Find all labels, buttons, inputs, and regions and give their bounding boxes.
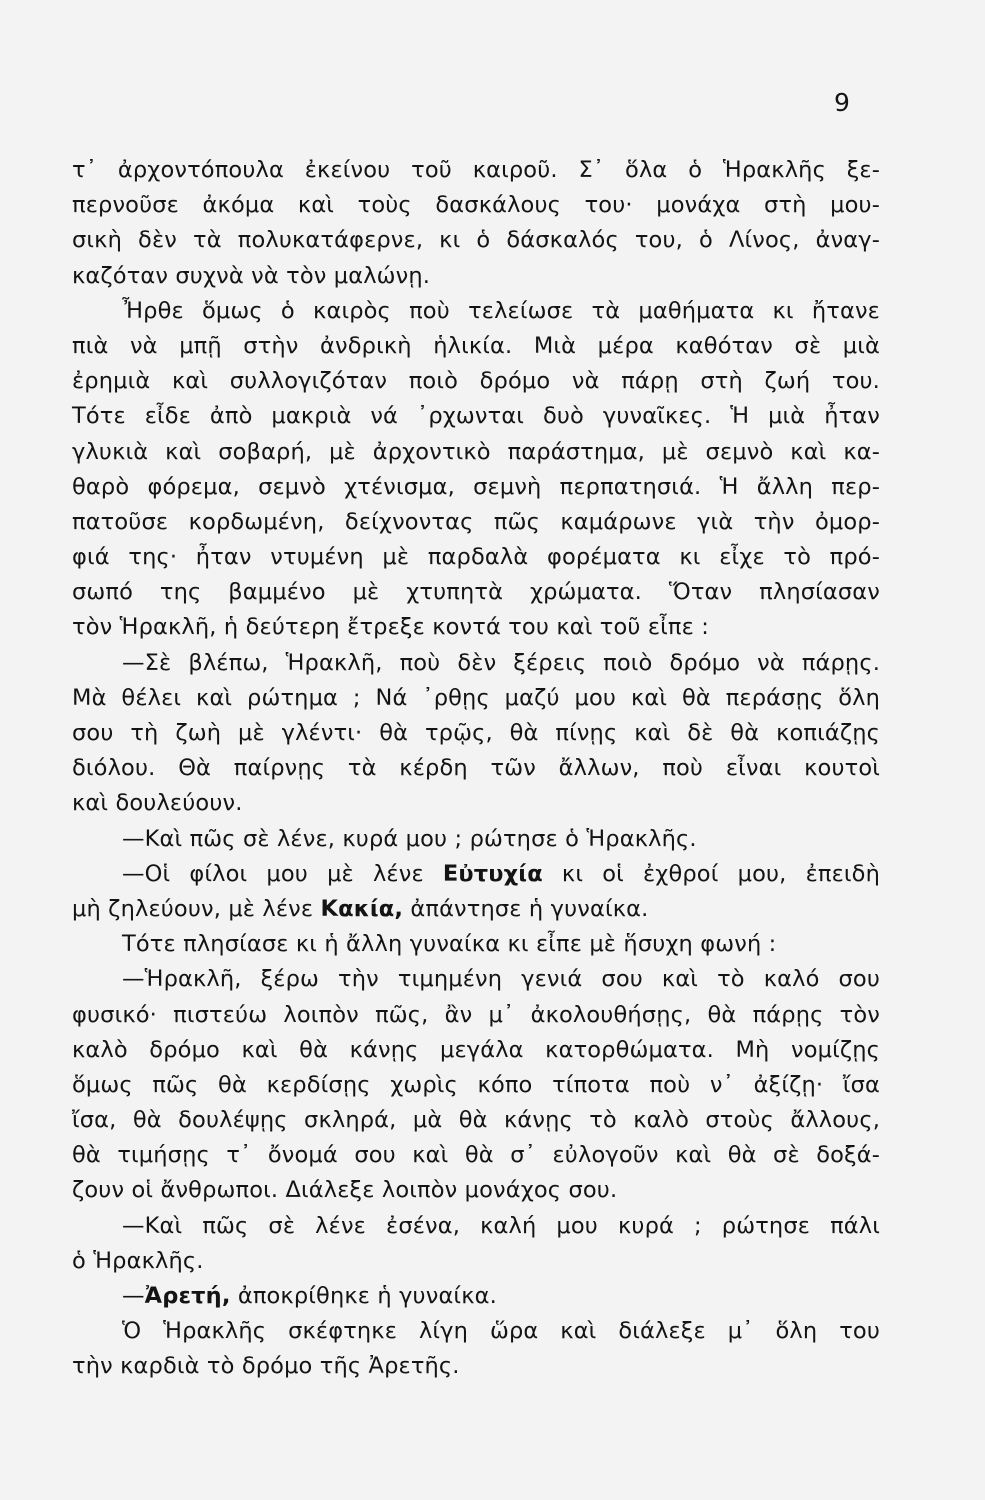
text-line: Τότε πλησίασε κι ἡ ἄλλη γυναίκα κι εἶπε μὲ ἥσυχη φωνή : xyxy=(122,931,777,958)
text-line: γλυκιὰ καὶ σοβαρή, μὲ ἀρχοντικὸ παράστημα, μὲ σεμνὸ καὶ κα- xyxy=(72,438,880,465)
text-line: σικὴ δὲν τὰ πολυκατάφερνε, κι ὁ δάσκαλός του, ὁ Λίνος, ἀναγ- xyxy=(72,227,880,254)
text-line: θαρὸ φόρεμα, σεμνὸ χτένισμα, σεμνὴ περπατησιά. Ἡ ἄλλη περ- xyxy=(72,473,880,500)
text-line: Μὰ θέλει καὶ ρώτημα ; Νά ᾽ρθῃς μαζύ μου καὶ θὰ περάσῃς ὅλη xyxy=(72,684,880,711)
name-kakia: Κακία, xyxy=(320,895,404,922)
text-line: καλὸ δρόμο καὶ θὰ κάνῃς μεγάλα κατορθώματα. Μὴ νομίζῃς xyxy=(72,1036,880,1063)
text-line xyxy=(72,1279,880,1314)
text-line: Τότε εἶδε ἀπὸ μακριὰ νά ᾽ρχωνται δυὸ γυναῖκες. Ἡ μιὰ ἦταν xyxy=(72,403,880,430)
text-segment: ἀπάντησε ἡ γυναίκα. xyxy=(403,895,649,922)
text-segment: —Οἱ φίλοι μου μὲ λένε xyxy=(122,860,443,887)
text-line: ἐρημιὰ καὶ συλλογιζόταν ποιὸ δρόμο νὰ πάρῃ στὴ ζωή του. xyxy=(72,368,880,395)
text-line: —Καὶ πῶς σὲ λένε ἐσένα, καλή μου κυρά ; ρώτησε πάλι xyxy=(122,1212,880,1239)
text-line: ζουν οἱ ἄνθρωποι. Διάλεξε λοιπὸν μονάχος σου. xyxy=(72,1177,618,1204)
text-line: περνοῦσε ἀκόμα καὶ τοὺς δασκάλους του· μονάχα στὴ μου- xyxy=(72,192,880,219)
name-eutychia: Εὐτυχία xyxy=(442,860,543,887)
text-line: θὰ τιμήσῃς τ᾽ ὄνομά σου καὶ θὰ σ᾽ εὐλογοῦν καὶ θὰ σὲ δοξά- xyxy=(72,1142,880,1169)
text-line: καὶ δουλεύουν. xyxy=(72,790,243,817)
text-segment: μὴ ζηλεύουν, μὲ λένε xyxy=(72,895,321,922)
text-line: Ὁ Ἡρακλῆς σκέφτηκε λίγη ὥρα καὶ διάλεξε μ᾽ ὅλη του xyxy=(122,1318,880,1345)
text-line xyxy=(72,892,880,927)
text-segment: ἀποκρίθηκε ἡ γυναίκα. xyxy=(230,1283,497,1309)
text-line: τὴν καρδιὰ τὸ δρόμο τῆς Ἀρετῆς. xyxy=(72,1353,460,1380)
text-line: πιὰ νὰ μπῇ στὴν ἀνδρικὴ ἡλικία. Μιὰ μέρα καθόταν σὲ μιὰ xyxy=(72,332,880,359)
text-line: διόλου. Θὰ παίρνῃς τὰ κέρδη τῶν ἄλλων, ποὺ εἶναι κουτοὶ xyxy=(72,755,880,782)
text-line: —Σὲ βλέπω, Ἡρακλῆ, ποὺ δὲν ξέρεις ποιὸ δρόμο νὰ πάρῃς. xyxy=(122,649,880,676)
text-line: πατοῦσε κορδωμένη, δείχνοντας πῶς καμάρωνε γιὰ τὴν ὀμορ- xyxy=(72,508,880,535)
text-line: ὁ Ἡρακλῆς. xyxy=(72,1247,204,1274)
text-line: σου τὴ ζωὴ μὲ γλέντι· θὰ τρῷς, θὰ πίνῃς καὶ δὲ θὰ κοπιάζῃς xyxy=(72,720,880,746)
text-line: καζόταν συχνὰ νὰ τὸν μαλώνῃ. xyxy=(72,262,431,289)
name-arete: Ἀρετή, xyxy=(144,1283,231,1309)
text-line: φιά της· ἦταν ντυμένη μὲ παρδαλὰ φορέματα κι εἶχε τὸ πρό- xyxy=(72,544,880,571)
page-number: 9 xyxy=(834,88,850,117)
text-segment: — xyxy=(122,1283,145,1309)
text-line: Ἦρθε ὅμως ὁ καιρὸς ποὺ τελείωσε τὰ μαθήματα κι ἤτανε xyxy=(122,297,880,324)
text-line: τ᾽ ἀρχοντόπουλα ἐκείνου τοῦ καιροῦ. Σ᾽ ὅλα ὁ Ἡρακλῆς ξε- xyxy=(72,157,880,183)
body-text xyxy=(72,153,880,1385)
text-line: φυσικό· πιστεύω λοιπὸν πῶς, ἂν μ᾽ ἀκολουθήσῃς, θὰ πάρῃς τὸν xyxy=(72,1001,880,1028)
text-line: σωπό της βαμμένο μὲ χτυπητὰ χρώματα. Ὅταν πλησίασαν xyxy=(72,579,880,606)
text-line xyxy=(72,857,880,892)
text-line: ἴσα, θὰ δουλέψῃς σκληρά, μὰ θὰ κάνῃς τὸ καλὸ στοὺς ἄλλους, xyxy=(72,1107,880,1134)
text-line: —Ἡρακλῆ, ξέρω τὴν τιμημένη γενιά σου καὶ τὸ καλό σου xyxy=(122,966,880,993)
text-line: ὅμως πῶς θὰ κερδίσῃς χωρὶς κόπο τίποτα ποὺ ν᾽ ἀξίζῃ· ἴσα xyxy=(72,1071,880,1098)
text-line: τὸν Ἡρακλῆ, ἡ δεύτερη ἔτρεξε κοντά του καὶ τοῦ εἶπε : xyxy=(72,614,709,641)
text-segment: κι οἱ ἐχθροί μου, ἐπειδὴ xyxy=(542,860,880,887)
text-line: —Καὶ πῶς σὲ λένε, κυρά μου ; ρώτησε ὁ Ἡρακλῆς. xyxy=(122,825,697,852)
